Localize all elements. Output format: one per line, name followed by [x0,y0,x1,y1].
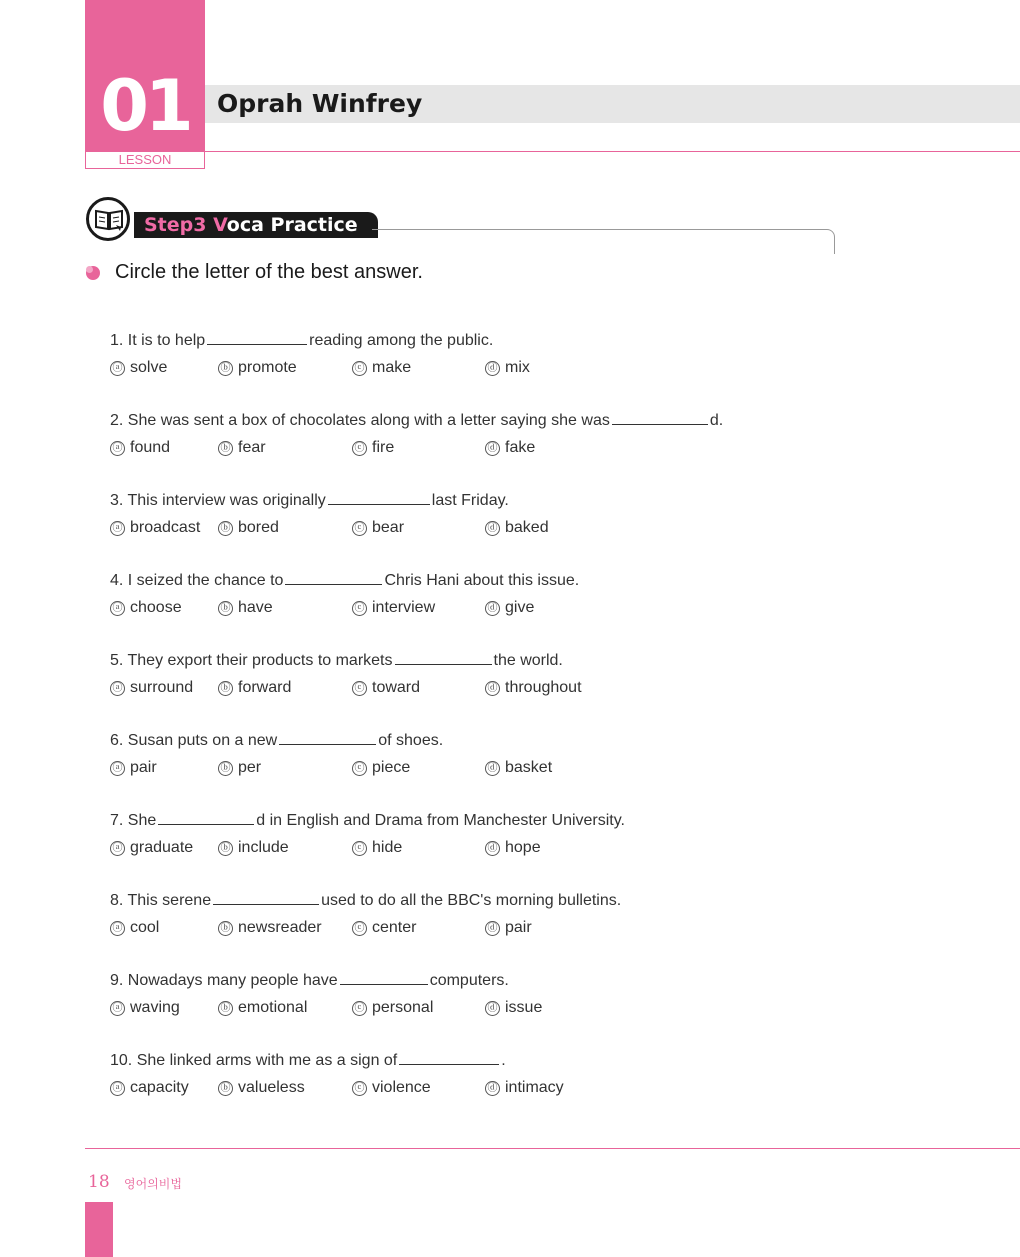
option-letter: ⓐ [110,361,125,376]
option-word: basket [505,759,553,776]
answer-option[interactable] [218,356,297,380]
question-stem: 6. Susan puts on a new [110,732,278,749]
question-item [110,490,810,540]
option-letter: ⓒ [352,521,367,536]
option-letter: ⓐ [110,521,125,536]
answer-blank [399,1050,499,1065]
question-tail: Chris Hani about this issue. [384,572,580,589]
answer-blank [395,650,492,665]
question-text [110,490,810,512]
option-word: fire [372,439,395,456]
option-word: intimacy [505,1079,564,1096]
option-word: fake [505,439,536,456]
answer-option[interactable] [352,676,420,700]
answer-option[interactable] [110,436,170,460]
answer-options [110,356,810,380]
answer-options [110,596,810,620]
option-word: forward [238,679,292,696]
option-word: per [238,759,262,776]
option-word: bored [238,519,279,536]
question-item [110,810,810,860]
option-letter: ⓑ [218,441,233,456]
answer-blank [213,890,319,905]
answer-option[interactable] [352,516,404,540]
answer-blank [612,410,708,425]
answer-option[interactable] [485,1076,564,1100]
question-stem: 1. It is to help [110,332,206,349]
option-word: cool [130,919,160,936]
answer-option[interactable] [352,436,394,460]
answer-blank [340,970,428,985]
option-word: fear [238,439,266,456]
answer-options [110,676,810,700]
option-letter: ⓐ [110,1081,125,1096]
page-number: 18 [88,1172,110,1192]
answer-option[interactable] [110,596,182,620]
answer-options [110,756,810,780]
answer-blank [285,570,382,585]
step-accent: V [213,214,227,236]
option-word: promote [238,359,297,376]
option-word: pair [505,919,532,936]
book-icon [86,197,130,241]
answer-option[interactable] [218,516,279,540]
option-letter: ⓓ [485,921,500,936]
answer-option[interactable] [485,916,532,940]
question-tail: of shoes. [378,732,444,749]
answer-options [110,436,810,460]
option-letter: ⓒ [352,841,367,856]
option-letter: ⓑ [218,1081,233,1096]
answer-option[interactable] [218,756,261,780]
option-letter: ⓓ [485,601,500,616]
answer-option[interactable] [218,916,322,940]
option-letter: ⓒ [352,601,367,616]
answer-option[interactable] [218,436,266,460]
answer-blank [328,490,430,505]
question-stem: 5. They export their products to markets [110,652,393,669]
option-letter: ⓓ [485,521,500,536]
lesson-label: LESSON [85,152,205,169]
option-word: solve [130,359,168,376]
option-letter: ⓑ [218,761,233,776]
option-letter: ⓓ [485,1081,500,1096]
option-word: broadcast [130,519,201,536]
option-letter: ⓑ [218,361,233,376]
question-text [110,890,810,912]
option-word: found [130,439,171,456]
question-stem: 9. Nowadays many people have [110,972,338,989]
question-text [110,730,810,752]
answer-option[interactable] [352,916,416,940]
question-tail: the world. [493,652,563,669]
option-letter: ⓑ [218,601,233,616]
question-item [110,410,810,460]
answer-option[interactable] [110,836,193,860]
title-divider [205,151,1020,152]
answer-option[interactable] [485,596,534,620]
option-word: valueless [238,1079,305,1096]
option-letter: ⓒ [352,921,367,936]
option-letter: ⓒ [352,361,367,376]
footer-divider [85,1148,1020,1149]
answer-option[interactable] [352,1076,431,1100]
answer-option[interactable] [485,436,535,460]
question-stem: 7. She [110,812,157,829]
answer-option[interactable] [110,676,193,700]
option-word: baked [505,519,549,536]
option-letter: ⓑ [218,681,233,696]
question-stem: 3. This interview was originally [110,492,326,509]
question-item [110,890,810,940]
option-letter: ⓐ [110,681,125,696]
question-tail: reading among the public. [309,332,494,349]
option-letter: ⓒ [352,681,367,696]
option-letter: ⓓ [485,361,500,376]
question-text [110,970,810,992]
answer-option[interactable] [218,676,291,700]
option-word: mix [505,359,530,376]
lesson-number-block [85,0,205,152]
option-letter: ⓑ [218,921,233,936]
option-word: make [372,359,412,376]
option-letter: ⓒ [352,1081,367,1096]
answer-option[interactable] [352,996,433,1020]
question-text [110,1050,810,1072]
instruction: Circle the letter of the best answer. [115,261,423,283]
answer-option[interactable] [110,756,157,780]
answer-option[interactable] [485,676,582,700]
question-tail: d in English and Drama from Manchester University. [256,812,625,829]
step-tab [134,212,378,238]
option-letter: ⓒ [352,441,367,456]
question-stem: 2. She was sent a box of chocolates along with a letter saying she was [110,412,610,429]
answer-options [110,996,810,1020]
option-word: have [238,599,273,616]
option-word: emotional [238,999,308,1016]
question-stem: 10. She linked arms with me as a sign of [110,1052,398,1069]
step-rule [378,229,835,254]
lesson-number: 01 [100,65,190,147]
option-word: capacity [130,1079,189,1096]
option-word: interview [372,599,436,616]
answer-blank [279,730,376,745]
option-letter: ⓐ [110,841,125,856]
option-letter: ⓑ [218,841,233,856]
question-stem: 8. This serene [110,892,212,909]
answer-option[interactable] [218,996,307,1020]
option-word: waving [130,999,180,1016]
question-tail: . [501,1052,506,1069]
option-word: newsreader [238,919,322,936]
question-item [110,330,810,380]
answer-option[interactable] [218,596,273,620]
option-word: hope [505,839,541,856]
question-text [110,410,810,432]
question-item [110,730,810,780]
answer-option[interactable] [110,1076,189,1100]
option-word: give [505,599,535,616]
option-word: toward [372,679,421,696]
option-letter: ⓐ [110,761,125,776]
answer-options [110,916,810,940]
bullet-dot [86,266,100,280]
answer-options [110,516,810,540]
option-word: throughout [505,679,582,696]
option-letter: ⓓ [485,841,500,856]
answer-option[interactable] [218,1076,305,1100]
option-letter: ⓐ [110,601,125,616]
option-letter: ⓐ [110,441,125,456]
option-letter: ⓑ [218,1001,233,1016]
option-letter: ⓓ [485,1001,500,1016]
question-text [110,650,810,672]
option-word: surround [130,679,194,696]
option-word: hide [372,839,403,856]
answer-option[interactable] [352,756,410,780]
answer-option[interactable] [110,516,200,540]
question-item [110,570,810,620]
option-letter: ⓒ [352,1001,367,1016]
answer-option[interactable] [485,756,552,780]
question-item [110,970,810,1020]
step-prefix: Step3 [144,214,214,236]
option-letter: ⓓ [485,441,500,456]
question-item [110,1050,810,1100]
answer-option[interactable] [218,836,289,860]
title-bar [205,85,1020,123]
option-word: bear [372,519,405,536]
option-word: issue [505,999,543,1016]
question-item [110,650,810,700]
option-word: choose [130,599,182,616]
question-text [110,810,810,832]
answer-option[interactable] [110,916,159,940]
page-title: Oprah Winfrey [217,89,423,118]
step-rest: oca Practice [226,214,358,236]
option-word: graduate [130,839,194,856]
answer-blank [207,330,307,345]
answer-option[interactable] [352,356,411,380]
answer-option[interactable] [352,596,435,620]
footer-accent-block [85,1202,113,1257]
option-word: personal [372,999,434,1016]
question-tail: d. [709,412,724,429]
answer-option[interactable] [485,836,541,860]
answer-option[interactable] [485,356,530,380]
book-name: 영어의비법 [124,1177,182,1191]
answer-options [110,836,810,860]
question-tail: computers. [429,972,509,989]
answer-option[interactable] [352,836,402,860]
option-word: center [372,919,417,936]
question-stem: 4. I seized the chance to [110,572,284,589]
option-letter: ⓓ [485,681,500,696]
question-tail: used to do all the BBC's morning bulletins. [321,892,622,909]
option-letter: ⓒ [352,761,367,776]
option-word: piece [372,759,411,776]
answer-option[interactable] [110,356,167,380]
option-word: include [238,839,289,856]
option-letter: ⓓ [485,761,500,776]
answer-options [110,1076,810,1100]
question-tail: last Friday. [431,492,509,509]
option-letter: ⓐ [110,921,125,936]
option-letter: ⓑ [218,521,233,536]
step-title [144,212,358,238]
answer-blank [158,810,254,825]
answer-option[interactable] [110,996,180,1020]
question-text [110,570,810,592]
question-text [110,330,810,352]
option-word: violence [372,1079,431,1096]
option-letter: ⓐ [110,1001,125,1016]
option-word: pair [130,759,157,776]
answer-option[interactable] [485,516,549,540]
answer-option[interactable] [485,996,542,1020]
